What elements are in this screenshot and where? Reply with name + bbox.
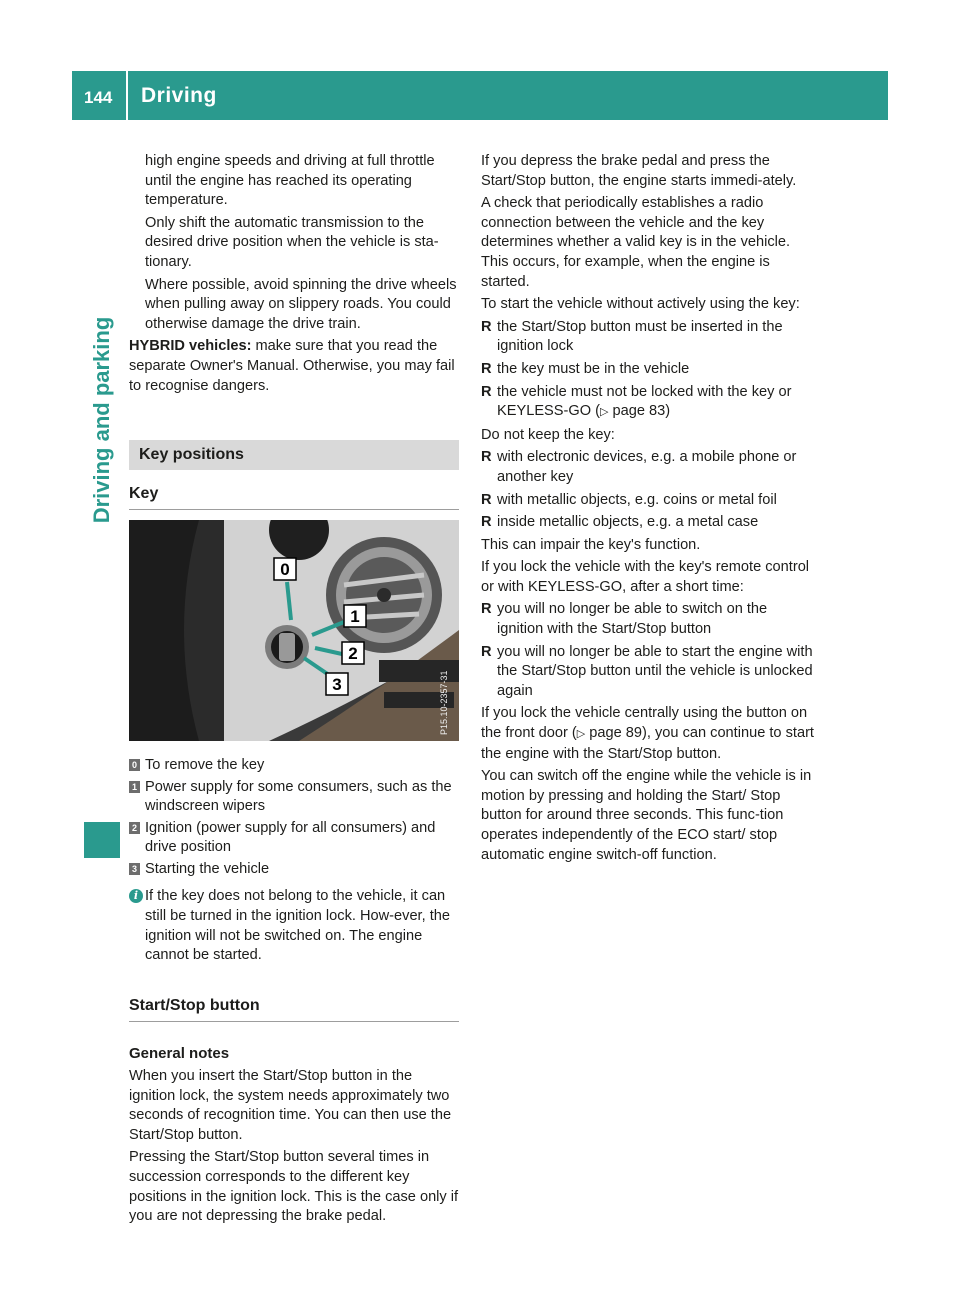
- right-column: [481, 152, 814, 868]
- legend-number: 0: [129, 759, 140, 771]
- side-tab-marker: [84, 822, 120, 858]
- paragraph: Do not keep the key:: [481, 426, 615, 443]
- bullet-mark: R: [481, 383, 492, 400]
- bullet-mark: R: [481, 318, 492, 335]
- list-item: [481, 318, 814, 357]
- left-column: [129, 152, 459, 1230]
- hybrid-note: [129, 337, 459, 396]
- paragraph: [481, 704, 814, 764]
- legend-item: [129, 778, 459, 817]
- paragraph: Only shift the automatic transmission to the desired drive position when the vehicle is sta-tionary.: [145, 214, 439, 270]
- bullet-mark: R: [481, 514, 492, 531]
- list-item: [481, 513, 814, 533]
- paragraph: Where possible, avoid spinning the drive wheels when pulling away on slippery roads. You could otherwise damage the drive train.: [145, 276, 457, 332]
- bullet-mark: R: [481, 643, 492, 660]
- legend-text: To remove the key: [145, 756, 265, 773]
- page-ref-link[interactable]: page 89), you can continue to start the engine with the Start/Stop button.: [481, 725, 814, 762]
- side-tab-label: Driving and parking: [89, 316, 114, 524]
- hybrid-label: HYBRID vehicles:: [129, 338, 252, 355]
- page-ref-arrow-icon: ▷: [600, 406, 609, 419]
- page-number: 144: [84, 88, 113, 107]
- info-icon: i: [129, 889, 143, 903]
- legend-item: [129, 819, 459, 858]
- paragraph-text: If you lock the vehicle centrally using the button on the front door (: [481, 705, 808, 742]
- legend-number: 3: [129, 863, 140, 875]
- bullet-mark: R: [481, 491, 492, 508]
- general-notes-heading: General notes: [129, 1045, 230, 1063]
- list-item-text: the Start/Stop button must be inserted in the ignition lock: [497, 318, 783, 355]
- start-stop-heading: Start/Stop button: [129, 982, 459, 1023]
- list-item: [481, 383, 814, 423]
- info-text: If the key does not belong to the vehicle, it can still be turned in the ignition lock. How-ever, the ignition will not be switched on. The engine cannot be started.: [145, 888, 451, 964]
- legend-text: Ignition (power supply for all consumers) and drive position: [145, 819, 436, 856]
- callout-1: 1: [350, 607, 360, 627]
- legend-number: 1: [129, 781, 140, 793]
- page-ref-link[interactable]: page 83): [608, 403, 671, 420]
- bullet-mark: R: [481, 449, 492, 466]
- list-item: [481, 491, 814, 511]
- bullet-mark: R: [481, 601, 492, 618]
- list-item-text: you will no longer be able to start the engine with the Start/Stop button until the vehicle is unlocked again: [497, 643, 813, 699]
- list-item: [481, 360, 814, 380]
- list-item-text: inside metallic objects, e.g. a metal case: [497, 514, 759, 531]
- list-item-text: the vehicle must not be locked with the key or KEYLESS-GO (: [497, 383, 792, 420]
- callout-2: 2: [348, 644, 358, 664]
- list-item: [481, 643, 814, 702]
- paragraph: Pressing the Start/Stop button several times in succession corresponds to the different key positions in the ignition lock. This is the case only if you are not depressing the brake pedal.: [129, 1149, 459, 1225]
- bullet-mark: R: [481, 360, 492, 377]
- paragraph: To start the vehicle without actively using the key:: [481, 296, 800, 313]
- list-item-text: with electronic devices, e.g. a mobile phone or another key: [497, 449, 797, 485]
- photo-code: P15.10-2357-31: [439, 670, 449, 736]
- legend-item: [129, 756, 459, 776]
- list-item: [481, 448, 814, 487]
- paragraph: high engine speeds and driving at full throttle until the engine has reached its operating temperature.: [145, 153, 435, 209]
- list-item: [481, 600, 814, 639]
- legend-number: 2: [129, 822, 140, 834]
- section-title: Driving: [141, 84, 217, 107]
- paragraph: If you lock the vehicle with the key's remote control or with KEYLESS-GO, after a short time:: [481, 559, 810, 595]
- callout-0: 0: [280, 560, 290, 580]
- ignition-lock-photo: [129, 520, 459, 741]
- list-item-text: you will no longer be able to switch on the ignition with the Start/Stop button: [497, 601, 768, 638]
- key-positions-heading: Key positions: [129, 440, 459, 470]
- page-ref-arrow-icon: ▷: [576, 728, 586, 741]
- paragraph: You can switch off the engine while the vehicle is in motion by pressing and holding the Start/ Stop button for around three seconds. This func-tion operates independently of the ECO start/ stop automatic engine switch-off function.: [481, 768, 812, 863]
- hybrid-text: make sure that you read the separate Owner's Manual. Otherwise, you may fail to recognise dangers.: [129, 338, 455, 394]
- legend: [129, 756, 459, 880]
- legend-item: [129, 860, 459, 880]
- paragraph: When you insert the Start/Stop button in the ignition lock, the system needs approximately two seconds of recognition time. You can then use the Start/Stop button.: [129, 1068, 452, 1143]
- callout-3: 3: [332, 675, 342, 695]
- paragraph: A check that periodically establishes a radio connection between the vehicle and the key determines whether a valid key is in the vehicle. This occurs, for example, when the engine is started.: [481, 195, 791, 290]
- legend-text: Starting the vehicle: [145, 860, 270, 877]
- paragraph: If you depress the brake pedal and press the Start/Stop button, the engine starts immedi-ately.: [481, 153, 797, 189]
- list-item-text: with metallic objects, e.g. coins or metal foil: [497, 491, 777, 508]
- legend-text: Power supply for some consumers, such as the windscreen wipers: [145, 778, 452, 815]
- paragraph: This can impair the key's function.: [481, 536, 701, 553]
- header-divider: [126, 71, 128, 120]
- list-item-text: the key must be in the vehicle: [497, 360, 690, 377]
- info-note: [129, 887, 459, 965]
- key-heading: Key: [129, 470, 459, 511]
